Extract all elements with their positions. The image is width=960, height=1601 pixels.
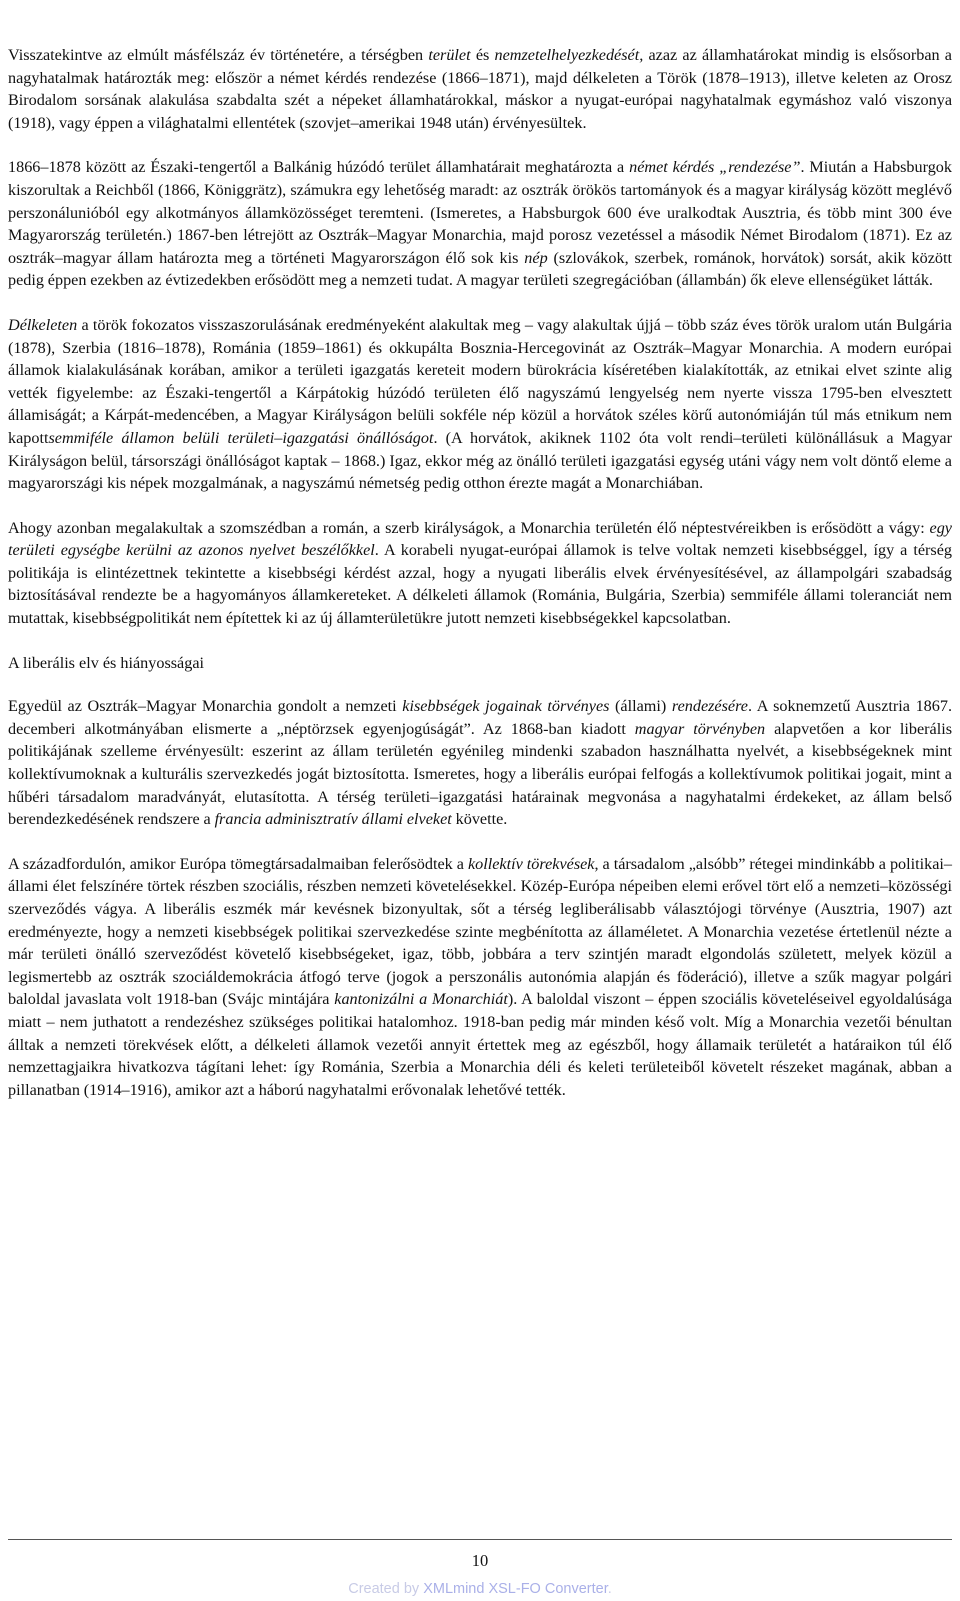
text-run: . Miután a Habsburgok kiszorultak a Reichből (1866, Königgrätz), számukra egy lehetőség maradt: az osztrák örökös tartományok és a magyar királyság között meglévő perszonálunióból egy alkotmányos államközösséget teremteni. (Ismeretes, a Habsburgok 600 éve uralkodtak Ausztria, és több mint 300 éve Magyarország területén.) 1867-ben létrejött az Osztrák–Magyar Monarchia, majd porosz vezetéssel a második Német Birodalom (1871). Ez az osztrák–magyar állam határozta meg a történeti Magyarországon élő sok kis — [8, 158, 952, 267]
text-run: és — [470, 46, 495, 64]
paragraph — [8, 44, 952, 134]
text-run: ). A baloldal viszont – éppen szociális követeléseivel egyoldalúsága miatt – nem juthatott a rendezéshez szükséges politikai hatalomhoz. 1918-ban pedig már minden késő volt. Míg a Monarchia vezetői bénultan álltak a nemzeti törekvések előtt, a délkeleti államok vezetői annyit értettek meg az egészből, hogy államaik területét a határaikon túl élő nemzettagjaikra hivatkozva tágítani lehet: így Románia, Szerbia a Monarchia déli és keleti területeiből követelt részeket magának, abban a pillanatban (1914–1916), amikor azt a háború nagyhatalmi erővonalak lehetővé tették. — [8, 990, 952, 1099]
emphasis-text: nép — [524, 248, 548, 267]
emphasis-text: egy területi egységbe kerülni az azonos nyelvet beszélőkkel — [8, 518, 952, 560]
emphasis-text: nemzetelhelyezkedését, — [494, 46, 644, 64]
emphasis-text: terület — [428, 46, 471, 64]
credit-link[interactable]: XMLmind XSL-FO Converter — [423, 1581, 608, 1597]
emphasis-text: kisebbségek jogainak törvényes — [402, 697, 610, 716]
section-heading: A liberális elv és hiányosságai — [8, 653, 205, 672]
emphasis-text: semmiféle államon belüli területi–igazgatási önállóságot — [48, 428, 434, 447]
text-run: Egyedül az Osztrák–Magyar Monarchia gondolt a nemzeti — [8, 697, 403, 716]
text-run: A századfordulón, amikor Európa tömegtársadalmaiban felerősödtek a — [8, 854, 468, 873]
footer-rule — [8, 1539, 952, 1540]
text-run: azaz az államhatárokat mindig is elsősorban a nagyhatalmak határozták meg: először a német kérdés rendezése (1866–1871), majd délkeleten a Török (1878–1913), illetve keleten az Orosz Birodalom sorsának alakulása szabdalta szét a népeket államhatárokkal, máskor a nyugat-európai nagyhatalmak egymáshoz való viszonya (1918), vagy éppen a világhatalmi ellentétek (szovjet–amerikai 1948 után) érvényesültek. — [8, 46, 952, 132]
text-run: a török fokozatos visszaszorulásának eredményeként alakultak meg – vagy alakultak újjá – több száz éves török uralom után Bulgária (1878), Szerbia (1816–1878), Románia (1859–1861) és okkupálta Bosznia-Hercegovinát az Osztrák–Magyar Monarchia. A modern európai államok kialakulásának korában, amikor a területi igazgatás kereteit modern bürokrácia kíséretében kialakították, az etnikai elvet szinte alig vették figyelembe: az Északi-tengertől a Kárpátokig húzódó területen élő nagyszámú lengyelség nem nyerte vissza 1795-ben elvesztett államiságát; a Kárpát-medencében, a Magyar Királyságon belüli sokféle nép közül a horvátok széles körű autonómiáján túl más etnikum nem kapott — [8, 315, 952, 447]
text-run: alapvetően a kor liberális politikájának szelleme érvényesült: eszerint az állam területén egyénileg mindenki szabadon használhatta nyelvét, a kisebbségeknek mint kollektívumoknak a kulturális szervezkedés jogát biztosította. Ismeretes, hogy a liberális európai felfogás a kollektívumok politikai jogait, mint a hűbéri társadalom maradványát, elutasította. A térség területi–igazgatási határainak megvonása a nagyhatalmi érdekeket, az állam belső berendezkedésének rendszere a — [8, 719, 953, 829]
emphasis-text: francia adminisztratív állami elveket — [214, 810, 452, 829]
paragraph — [8, 156, 952, 292]
converter-credit — [0, 1581, 960, 1597]
emphasis-text: kantonizálni a Monarchiát — [334, 990, 508, 1009]
emphasis-text: kollektív törekvések — [467, 854, 595, 873]
emphasis-text: rendezésére — [671, 697, 748, 716]
credit-prefix: Created by — [348, 1581, 424, 1597]
text-run: követte. — [451, 810, 508, 829]
credit-suffix: . — [607, 1581, 612, 1597]
page-body — [8, 44, 952, 1123]
text-run: , a társadalom „alsóbb” rétegei mindinkább a politikai–állami élet felszínére törtek részben szociális, részben nemzeti követelésekkel. Közép-Európa népeiben elemi erővel tört elő a nemzeti–közösségi szerveződés vágya. A liberális eszmék már kevésnek bizonyultak, sőt a térség legliberálisabb választójogi törvénye (Ausztria, 1907) azt eredményezte, hogy a nemzeti kisebbségek politikai szervezkedése szinte megbénította az államéletet. A Monarchia vezetése értetlenül nézte a már területi önálló szerveződést követelő kisebbségeket, igaz, több, jobbára a terv szintjén maradt elgondolás született, melyek közül a legismertebb az osztrák szociáldemokrácia átfogó terve (jogok a perszonális autonómia alapján és föderáció), illetve a szűk magyar polgári baloldal javaslata volt 1918-ban (Svájc mintájára — [8, 854, 952, 1009]
text-run: Ahogy azonban megalakultak a szomszédban a román, a szerb királyságok, a Monarchia területén élő néptestvéreikben is erősödött a vágy: — [8, 518, 930, 537]
text-run: . A korabeli nyugat-európai államok is telve voltak nemzeti kisebbséggel, így a térség politikája is elintézettnek tekintette a kisebbségi kérdést azzal, hogy a nyugati liberális elvek érvényesítésével, az állampolgári szabadság biztosításával rendezte be a hagyományos államkereteket. A délkeleti államok (Románia, Bulgária, Szerbia) semmiféle állami toleranciát nem mutattak, kisebbségpolitikát nem építettek ki az új államterületükre jutott nemzeti kisebbségekkel kapcsolatban. — [8, 541, 952, 628]
emphasis-text: német kérdés „rendezése” — [629, 158, 801, 177]
text-run: . (A horvátok, akiknek 1102 óta volt rendi–területi különállásuk a Magyar Királyságon belül, társországi önállóságot kaptak – 1868.) Igaz, ekkor még az önálló területi igazgatási egység utáni vágy nem volt döntő eleme a magyarországi kis népek mozgalmának, a nagyszámú németség pedig otthon érezte magát a Monarchiában. — [8, 428, 952, 493]
page-number: 10 — [471, 1551, 489, 1570]
paragraph — [8, 517, 952, 630]
text-run: . A soknemzetű Ausztria 1867. decemberi alkotmányában elismerte a „néptörzsek egyenjogúságát”. Az 1868-ban kiadott — [8, 697, 952, 738]
paragraph-group — [8, 44, 952, 630]
paragraph — [8, 695, 952, 831]
emphasis-text: Délkeleten — [8, 315, 78, 334]
paragraph — [8, 853, 952, 1102]
text-run: 1866–1878 között az Északi-tengertől a Balkánig húzódó terület államhatárait meghatározta a — [8, 158, 630, 177]
paragraph — [8, 314, 952, 495]
text-run: Visszatekintve az elmúlt másfélszáz év történetére, a térségben — [8, 46, 429, 64]
text-run: (állami) — [609, 697, 672, 716]
paragraph-group — [8, 695, 952, 1101]
text-run: (szlovákok, szerbek, románok, horvátok) sorsát, akik között pedig éppen ezekben az évtizedekben erősödött meg a nemzeti tudat. A magyar területi szegregációban (állambán) ők eleve ellenségüket látták. — [8, 248, 952, 290]
emphasis-text: magyar törvényben — [634, 719, 766, 738]
